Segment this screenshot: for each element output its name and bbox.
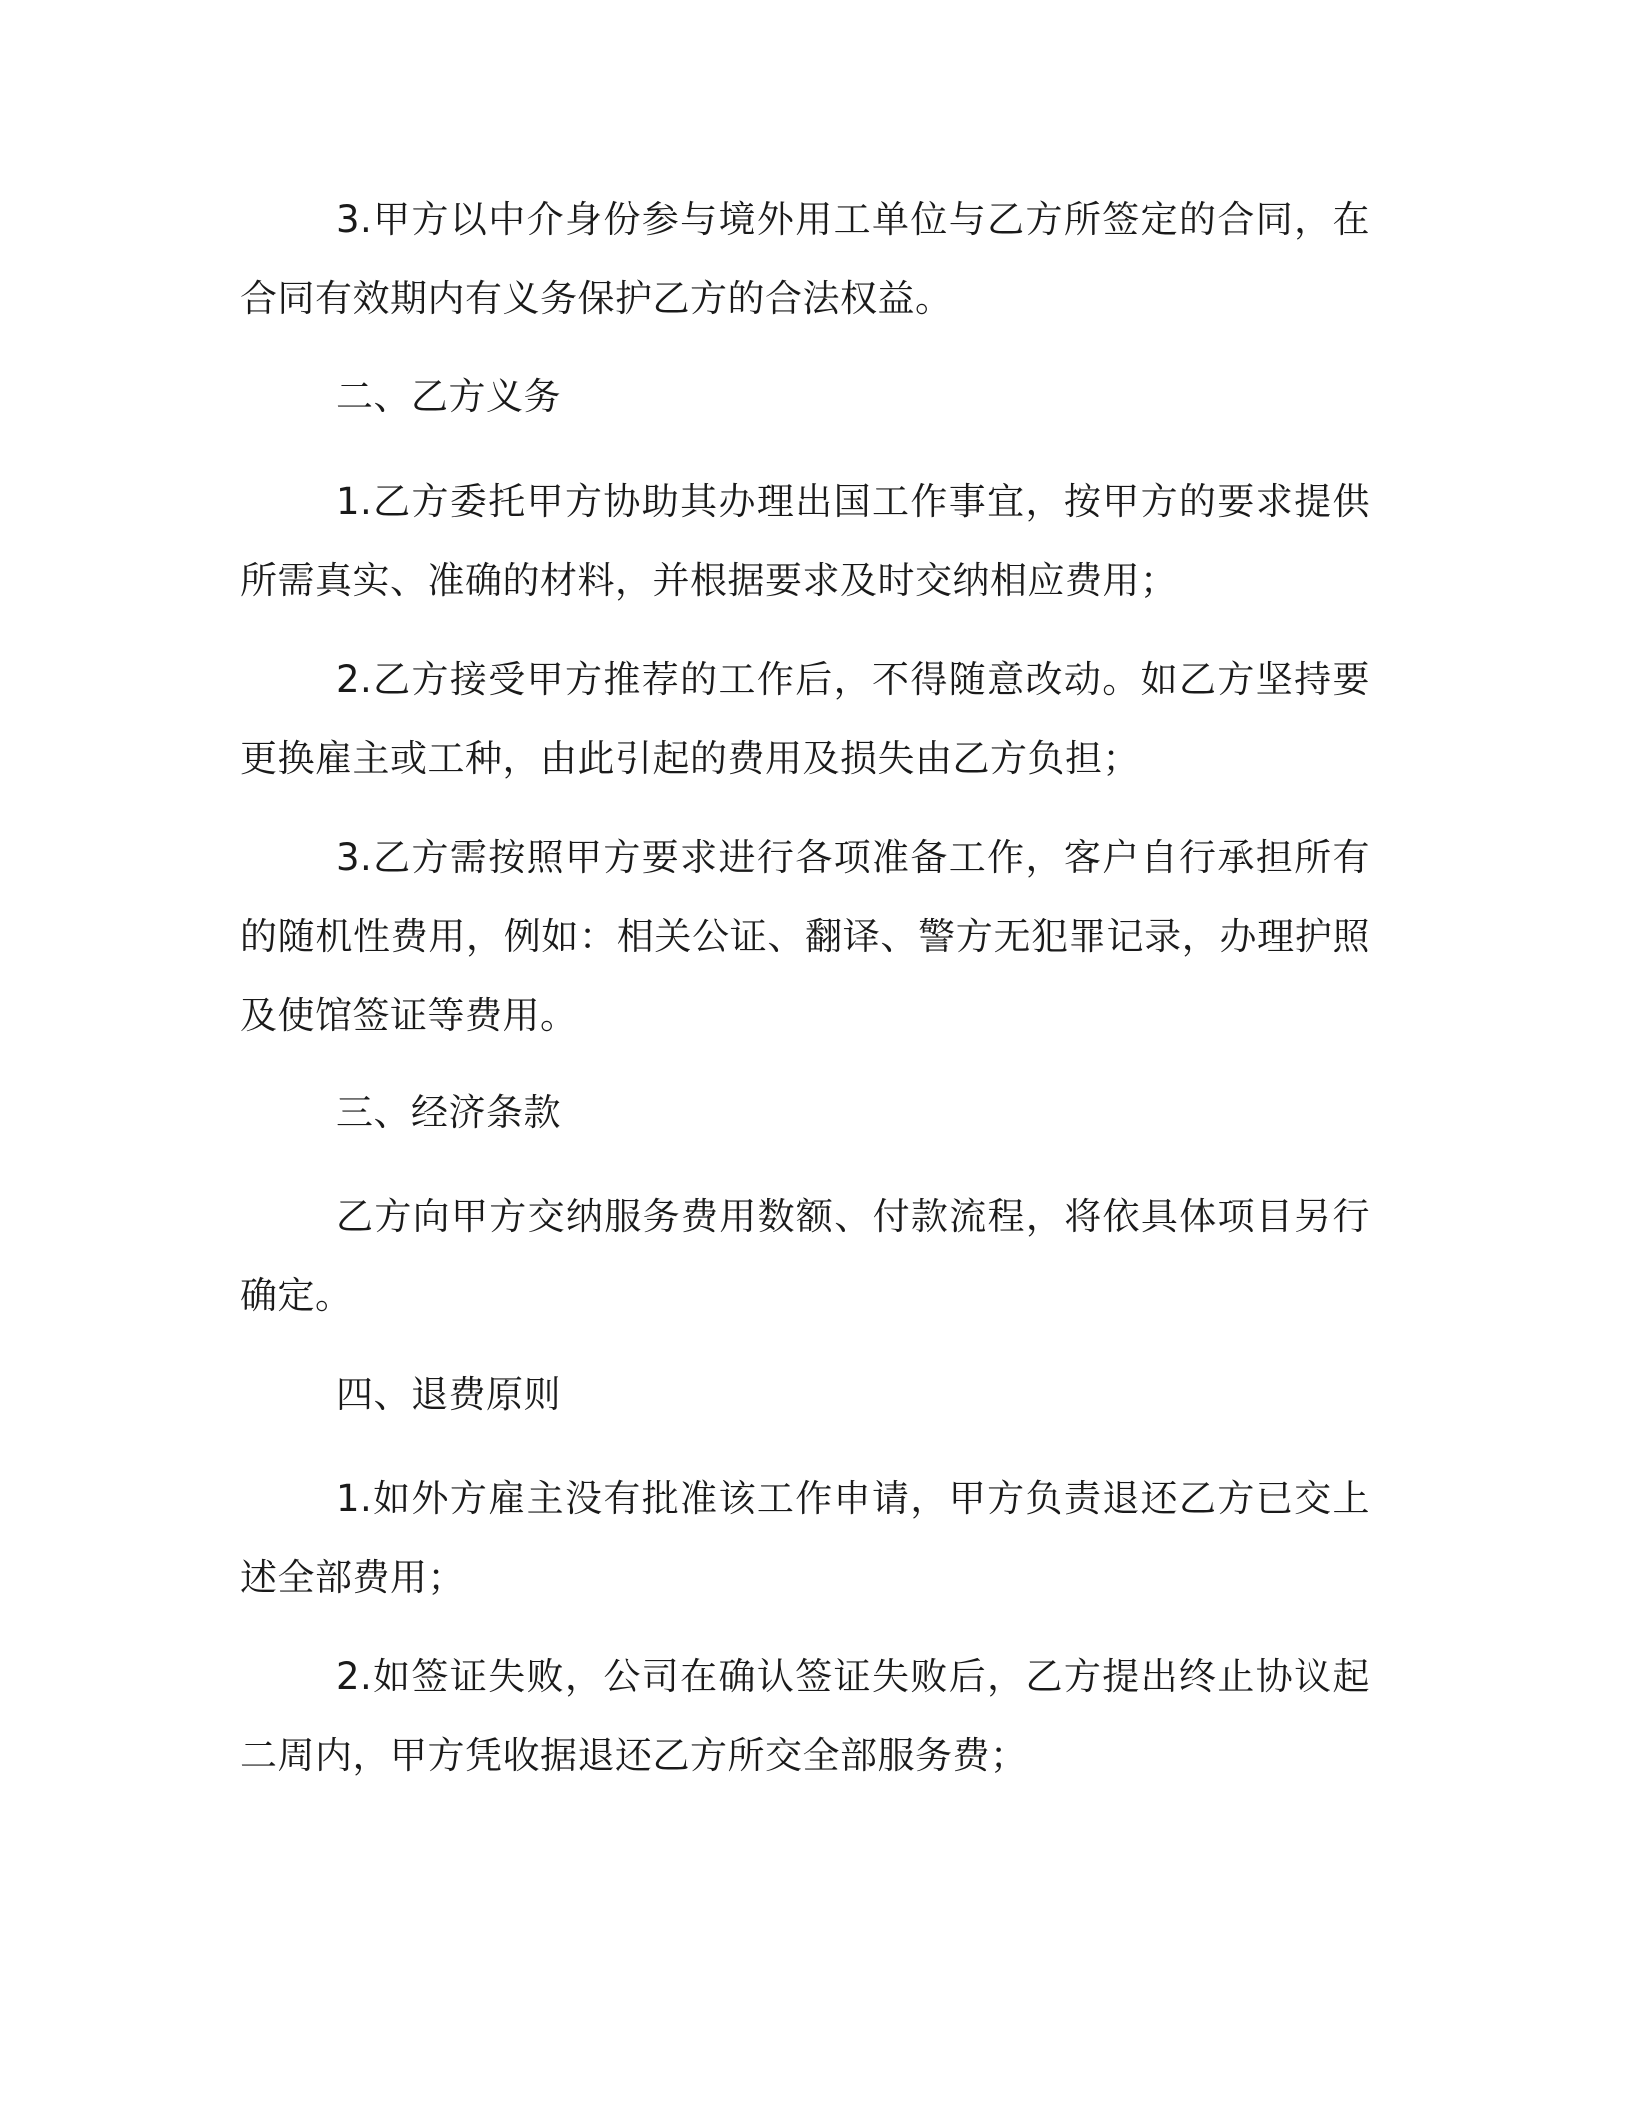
heading-tuifei-yuanze: [240, 1355, 1370, 1434]
paragraph-5: [240, 1177, 1370, 1335]
section-heading: 二、乙方义务: [336, 375, 561, 418]
paragraph-6: [240, 1459, 1370, 1617]
paragraph-2: [240, 462, 1370, 620]
paragraph-text: 乙方向甲方交纳服务费用数额、付款流程，将依具体项目另行确定。: [240, 1195, 1370, 1317]
paragraph-3: [240, 640, 1370, 798]
paragraph-text: 2.乙方接受甲方推荐的工作后，不得随意改动。如乙方坚持要更换雇主或工种，由此引起的费用及损失由乙方负担；: [240, 658, 1370, 780]
paragraph-text: 3.乙方需按照甲方要求进行各项准备工作，客户自行承担所有的随机性费用，例如：相关公证、翻译、警方无犯罪记录，办理护照及使馆签证等费用。: [240, 836, 1370, 1037]
heading-jingji-tiaokuan: [240, 1073, 1370, 1152]
section-heading: 四、退费原则: [336, 1373, 561, 1416]
paragraph-1: [240, 180, 1370, 338]
paragraph-text: 2.如签证失败，公司在确认签证失败后，乙方提出终止协议起二周内，甲方凭收据退还乙方所交全部服务费；: [240, 1655, 1370, 1777]
paragraph-7: [240, 1637, 1370, 1795]
paragraph-text: 1.乙方委托甲方协助其办理出国工作事宜，按甲方的要求提供所需真实、准确的材料，并根据要求及时交纳相应费用；: [240, 480, 1370, 602]
paragraph-4: [240, 818, 1370, 1055]
paragraph-text: 3.甲方以中介身份参与境外用工单位与乙方所签定的合同，在合同有效期内有义务保护乙方的合法权益。: [240, 198, 1370, 320]
paragraph-text: 1.如外方雇主没有批准该工作申请，甲方负责退还乙方已交上述全部费用；: [240, 1477, 1370, 1599]
heading-yifang-yiwu: [240, 357, 1370, 436]
section-heading: 三、经济条款: [336, 1091, 561, 1134]
